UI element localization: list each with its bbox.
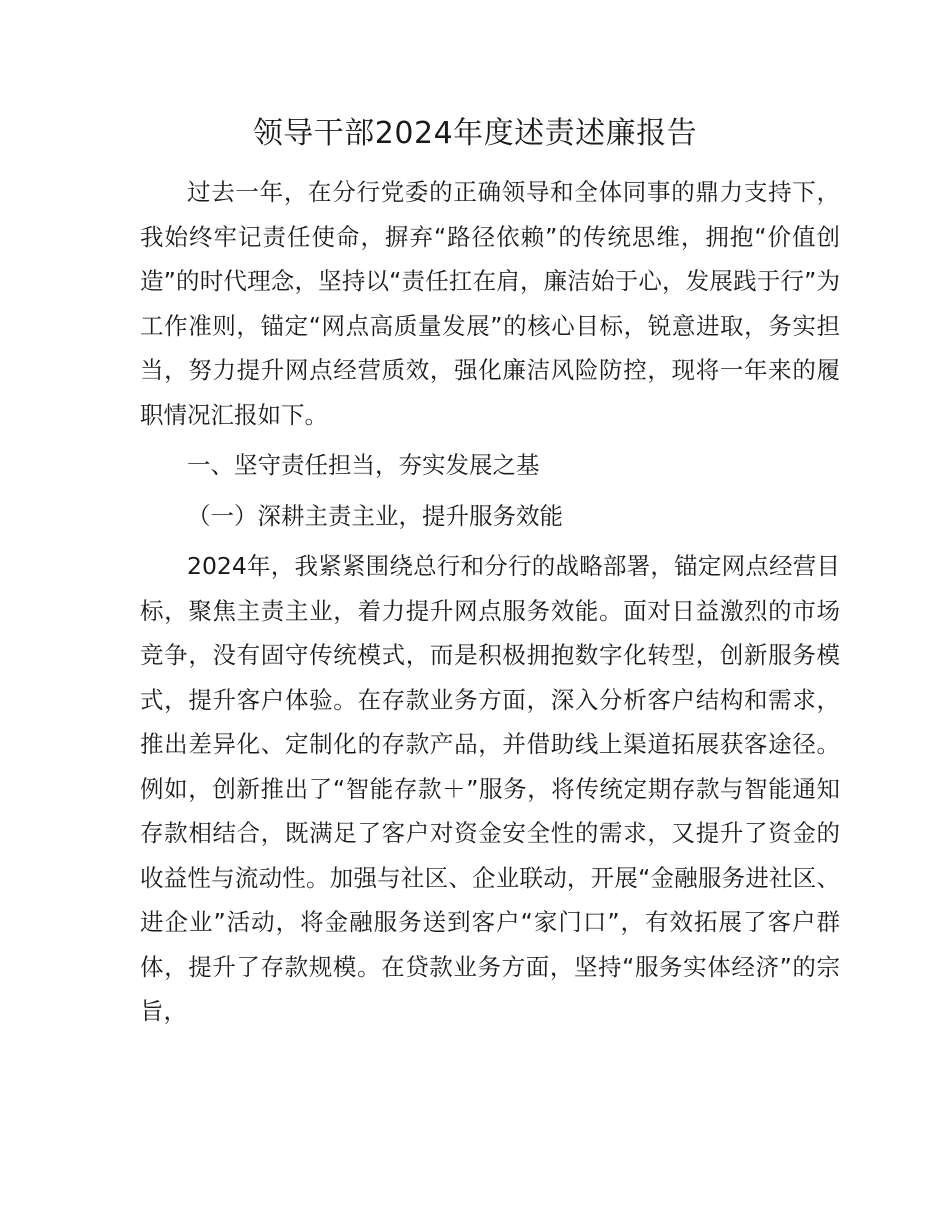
subsection-heading: （一）深耕主责主业，提升服务效能: [187, 501, 563, 530]
section-heading: 一、坚守责任担当，夯实发展之基: [187, 451, 540, 479]
document-title: 领导干部2024年度述责述廉报告: [252, 116, 698, 151]
intro-paragraph: 过去一年，在分行党委的正确领导和全体同事的鼎力支持下，我始终牢记责任使命，摒弃“路径依赖”的传统思维，拥抱“价值创造”的时代理念，坚持以“责任扛在肩，廉洁始于心，发展践于行”为工作准则，锚定“网点高质量发展”的核心目标，锐意进取，务实担当，努力提升网点经营质效，强化廉洁风险防控，现将一年来的履职情况汇报如下。: [140, 178, 840, 429]
body-paragraph: 2024年，我紧紧围绕总行和分行的战略部署，锚定网点经营目标，聚焦主责主业，着力提升网点服务效能。面对日益激烈的市场竞争，没有固守传统模式，而是积极拥抱数字化转型，创新服务模式，提升客户体验。在存款业务方面，深入分析客户结构和需求，推出差异化、定制化的存款产品，并借助线上渠道拓展获客途径。例如，创新推出了“智能存款＋”服务，将传统定期存款与智能通知存款相结合，既满足了客户对资金安全性的需求，又提升了资金的收益性与流动性。加强与社区、企业联动，开展“金融服务进社区、进企业”活动，将金融服务送到客户“家门口”，有效拓展了客户群体，提升了存款规模。在贷款业务方面，坚持“服务实体经济”的宗旨，: [140, 552, 840, 1025]
document-body: [140, 170, 840, 1034]
